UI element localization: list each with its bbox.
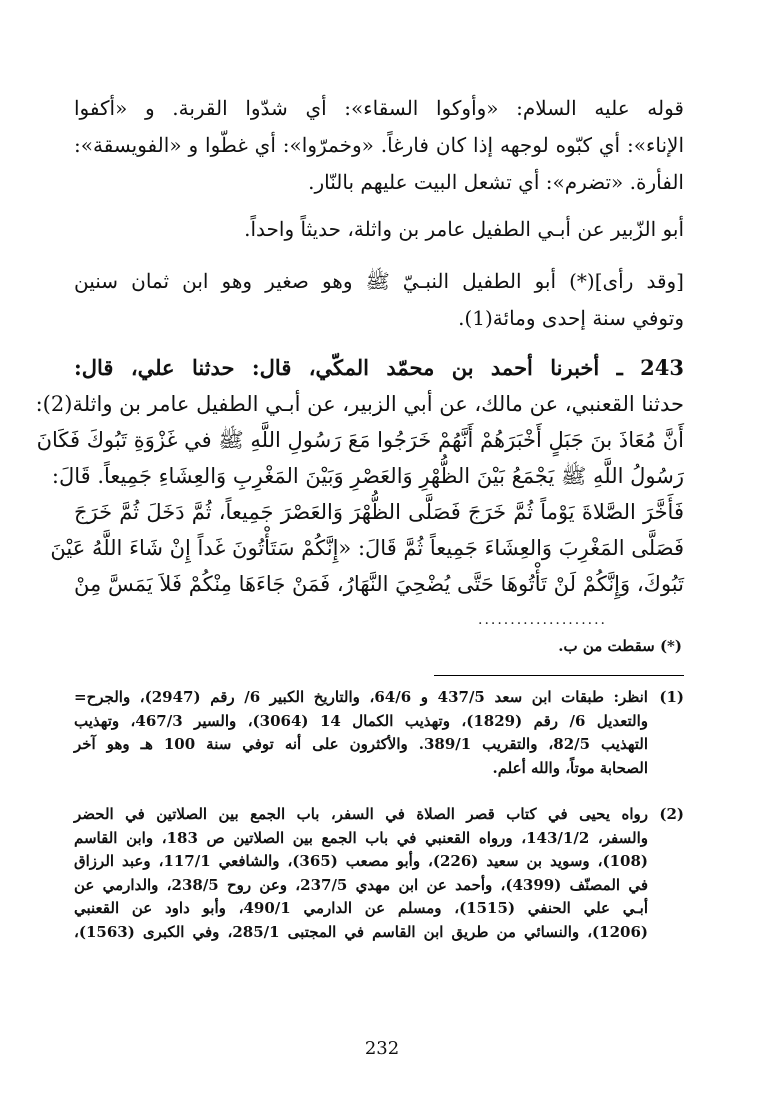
footnote-line: التهذيب 82/5، والتقريب 389/1. والأكثرون على أنه توفي سنة 100 هـ وهو آخر [74,735,649,753]
hadith-heading-line: 243 ـ أخبرنا أحمد بن محمّد المكّي، قال: حدثنا علي، قال: [74,355,684,380]
text-line: الإناء»: أي كبّوه لوجهه إذا كان فارغاً. «وخمرّوا»: أي غطّوا و «الفويسقة»: [74,133,684,157]
footnote-body [74,686,648,780]
footnote-line: (108)، وسويد بن سعيد (226)، وأبو مصعب (365)، والشافعي 117/1، وعبد الرزاق [74,852,648,870]
text-line: فَأَخَّرَ الصَّلاةَ يَوْماً ثُمَّ خَرَجَ فَصَلَّى الظُّهْرَ وَالعَصْرَ جَمِيعاً، ثُمَّ دَخَلَ ثُمَّ خَرَجَ [74,500,684,524]
footnote-line: في المصنّف (4399)، وأحمد عن ابن مهدي 237/5، وعن روح 238/5، والدارمي عن [74,875,648,894]
biography-paragraph [74,263,684,337]
footnote-body [74,803,648,944]
text-line: حدثنا القعنبي، عن مالك، عن أبي الزبير، عن أبـي الطفيل عامر بن واثلة(2): [35,392,684,416]
footnote-separator [434,675,684,676]
continuation-dots: .................... [478,612,608,628]
footnote-line: والتعديل 6/ رقم (1829)، وتهذيب الكمال 14 (3064)، والسير 467/3، وتهذيب [74,711,648,730]
text-line: فَصَلَّى المَغْرِبَ وَالعِشَاءَ جَمِيعاً ثُمَّ قَالَ: «إِنَّكُمْ سَتَأْتُونَ غَداً إِنْ شَاءَ اللَّهُ عَيْنَ [50,536,684,560]
footnote-number: (1) [659,688,684,706]
text-line: الفأرة. «تضرم»: أي تشعل البيت عليهم بالنّار. [308,170,684,194]
hadith-text [35,350,684,602]
text-line: أَنَّ مُعَاذَ بنَ جَبَلٍ أَخْبَرَهُمْ أَنَّهُمْ خَرَجُوا مَعَ رَسُولِ اللَّهِ ﷺ في غَزْوَةِ تَبُوكَ فَكَانَ [36,428,684,452]
text-line: رَسُولُ اللَّهِ ﷺ يَجْمَعُ بَيْنَ الظُّهْرِ وَالعَصْرِ وَبَيْنَ المَغْرِبِ وَالعِشَاءِ جَمِيعاً. قَالَ: [51,464,684,488]
text-line: وتوفي سنة إحدى ومائة(1). [458,306,684,330]
star-note: (*) سقطت من ب. [558,637,682,655]
text-line: قوله عليه السلام: «وأوكوا السقاء»: أي شدّوا القربة. و «أكفوا [74,96,684,120]
footnote-line: أبـي علي الحنفي (1515)، ومسلم عن الدارمي 490/1، وأبو داود عن القعنبي [74,899,648,917]
text-line: أبو الزّبير عن أبـي الطفيل عامر بن واثلة، حديثاً واحداً. [244,217,684,241]
footnote-line: انظر: طبقات ابن سعد 437/5 و 64/6، والتاريخ الكبير 6/ رقم (2947)، والجرح= [74,688,648,706]
footnote-1 [74,686,684,780]
footnote-line: (1206)، والنسائي من طريق ابن القاسم في المجتبى 285/1، وفي الكبرى (1563)، [74,922,649,941]
text-line: تَبُوكَ، وَإِنَّكُمْ لَنْ تَأْتُوهَا حَتَّى يُضْحِيَ النَّهَارُ، فَمَنْ جَاءَهَا مِنْكُمْ فَلاَ يَمَسَّ مِنْ [74,572,684,596]
footnote-number: (2) [659,805,684,823]
text-line: [وقد رأى](*) أبو الطفيل النبـيّ ﷺ وهو صغير وهو ابن ثمان سنين [74,269,684,293]
footnote-line: والسفر، 143/1/2، ورواه القعنبي في باب الجمع بين الصلاتين ص 183، وابن القاسم [74,828,648,847]
footnote-2 [74,803,684,944]
footnote-line: رواه يحيى في كتاب قصر الصلاة في السفر، باب الجمع بين الصلاتين في الحضر [74,805,648,823]
page-number: 232 [364,1038,400,1059]
narrator-paragraph [74,211,684,248]
commentary-paragraph [74,90,684,201]
footnote-line: الصحابة موتاً، والله أعلم. [492,758,648,777]
